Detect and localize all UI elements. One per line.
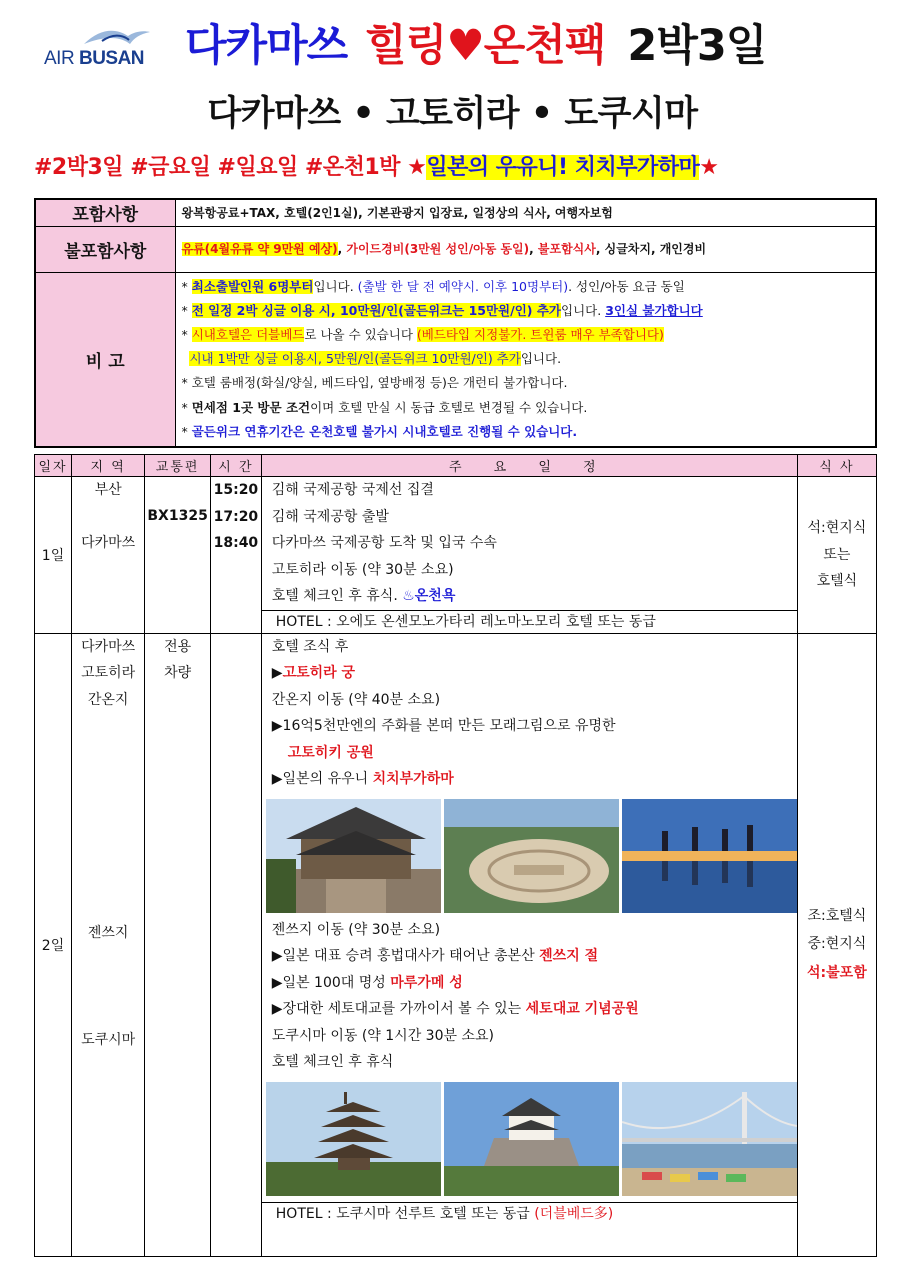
logo-wordmark: AIR BUSAN <box>44 48 145 69</box>
kotohira-shrine-photo <box>266 799 441 913</box>
day1-times: 15:20 17:20 18:40 <box>211 477 262 634</box>
seto-ohashi-park-photo <box>622 1082 797 1196</box>
day1-itinerary: 김해 국제공항 국제선 집결 김해 국제공항 출발 다카마쓰 국제공항 도착 및 입국 수속 고토히라 이동 (약 30분 소요) 호텔 체크인 후 휴식. ♨온천욕 HOTEL : 오에도 온센모노가타리 레노마노모리 호텔 또는 동급 <box>261 477 797 634</box>
notes-label: 비 고 <box>35 272 175 447</box>
star-icon: ★ <box>699 155 719 180</box>
notes-list <box>175 272 876 447</box>
page-title <box>185 12 766 73</box>
marugame-castle-photo <box>444 1082 619 1196</box>
chichibugahama-photo <box>622 799 797 913</box>
day1-regions: 부산 다카마쓰 <box>72 477 145 634</box>
schedule-table <box>34 454 877 1257</box>
header-itinerary: 주 요 일 정 <box>261 455 797 477</box>
day1-transport: BX1325 <box>145 477 211 634</box>
day2-label: 2일 <box>35 633 72 1256</box>
photo-row-1 <box>266 799 797 913</box>
day2-itinerary: 호텔 조식 후 ▶고토히라 궁 간온지 이동 (약 40분 소요) ▶16억5천만엔의 주화를 본떠 만든 모래그림으로 유명한 고토히키 공원 ▶일본의 유우니 치치부가하마 젠쓰지 이동 (약 30분 소요) ▶일본 대표 승려 홍법대사가 태어난 총본산 젠쓰지 절 ▶일본 100대 명성 마루가메 성 ▶장대한 세토대교를 가까이서 볼 수 있는 세토대교 기념공원 도쿠시마 이동 (약 1시간 30분 소요) 호텔 체크인 후 휴식 HOTEL : 도쿠시마 선루트 호텔 또는 동급 (더블베드多) <box>261 633 797 1256</box>
photo-row-2 <box>266 1082 797 1196</box>
day2-regions: 다카마쓰 고토히라 간온지 젠쓰지 도쿠시마 <box>72 633 145 1256</box>
note-item: * 호텔 룸배정(화실/양실, 베드타입, 옆방배정 등)은 개런티 불가합니다. <box>181 375 568 391</box>
highlight-text: 일본의 우유니! 치치부가하마 <box>426 155 700 180</box>
day2-row <box>35 633 877 1256</box>
header-time: 시 간 <box>211 455 262 477</box>
day1-label: 1일 <box>35 477 72 634</box>
header-meal: 식 사 <box>797 455 876 477</box>
zentsuji-pagoda-photo <box>266 1082 441 1196</box>
included-label: 포함사항 <box>35 199 175 226</box>
note-item: 시내 1박만 싱글 이용시, 5만원/인(골든위크 10만원/인) 추가입니다. <box>189 351 562 367</box>
header-region: 지 역 <box>72 455 145 477</box>
day1-meal: 석:현지식 또는 호텔식 <box>797 477 876 634</box>
star-icon: ★ <box>407 155 427 180</box>
note-item: * 골든위크 연휴기간은 온천호텔 불가시 시내호텔로 진행될 수 있습니다. <box>181 423 578 439</box>
excluded-value: 유류(4월유류 약 9만원 예상), 가이드경비(3만원 성인/아동 동일), 불포함식사, 싱글차지, 개인경비 <box>175 226 876 272</box>
air-busan-logo <box>44 26 154 70</box>
hashtags: #2박3일 #금요일 #일요일 #온천1박 <box>34 155 400 180</box>
day2-meal: 조:호텔식 중:현지식 석:불포함 <box>797 633 876 1256</box>
info-table <box>34 198 877 448</box>
day1-row <box>35 477 877 634</box>
day2-hotel: HOTEL : 도쿠시마 선루트 호텔 또는 동급 (더블베드多) <box>262 1202 797 1225</box>
day2-times <box>211 633 262 1256</box>
header-day: 일자 <box>35 455 72 477</box>
day1-hotel: HOTEL : 오에도 온센모노가타리 레노마노모리 호텔 또는 동급 <box>262 610 797 633</box>
day2-transport: 전용 차량 <box>145 633 211 1256</box>
header-transport: 교통편 <box>145 455 211 477</box>
excluded-label: 불포함사항 <box>35 226 175 272</box>
title-package: 힐링♥온천팩 <box>365 21 606 71</box>
note-item: * 시내호텔은 더블베드로 나올 수 있습니다 (베드타입 지정불가. 트윈룸 매우 부족합니다) <box>181 326 664 342</box>
hashtag-line <box>34 150 718 181</box>
title-duration: 2박3일 <box>627 21 767 71</box>
onsen-icon: ♨온천욕 <box>402 588 456 604</box>
title-city: 다카마쓰 <box>185 21 348 71</box>
note-item: * 면세점 1곳 방문 조건이며 호텔 만실 시 동급 호텔로 변경될 수 있습니다. <box>181 399 588 415</box>
page-subtitle: 다카마쓰 • 고토히라 • 도쿠시마 <box>207 94 698 134</box>
included-value: 왕복항공료+TAX, 호텔(2인1실), 기본관광지 입장료, 일정상의 식사, 여행자보험 <box>175 199 876 226</box>
bird-icon <box>82 26 152 48</box>
note-item: * 최소출발인원 6명부터입니다. (출발 한 달 전 예약시. 이후 10명부터). 성인/아동 요금 동일 <box>181 278 685 294</box>
note-item: * 전 일정 2박 싱글 이용 시, 10만원/인(골든위크는 15만원/인) 추가입니다. 3인실 불가합니다 <box>181 302 703 318</box>
kotohiki-park-photo <box>444 799 619 913</box>
